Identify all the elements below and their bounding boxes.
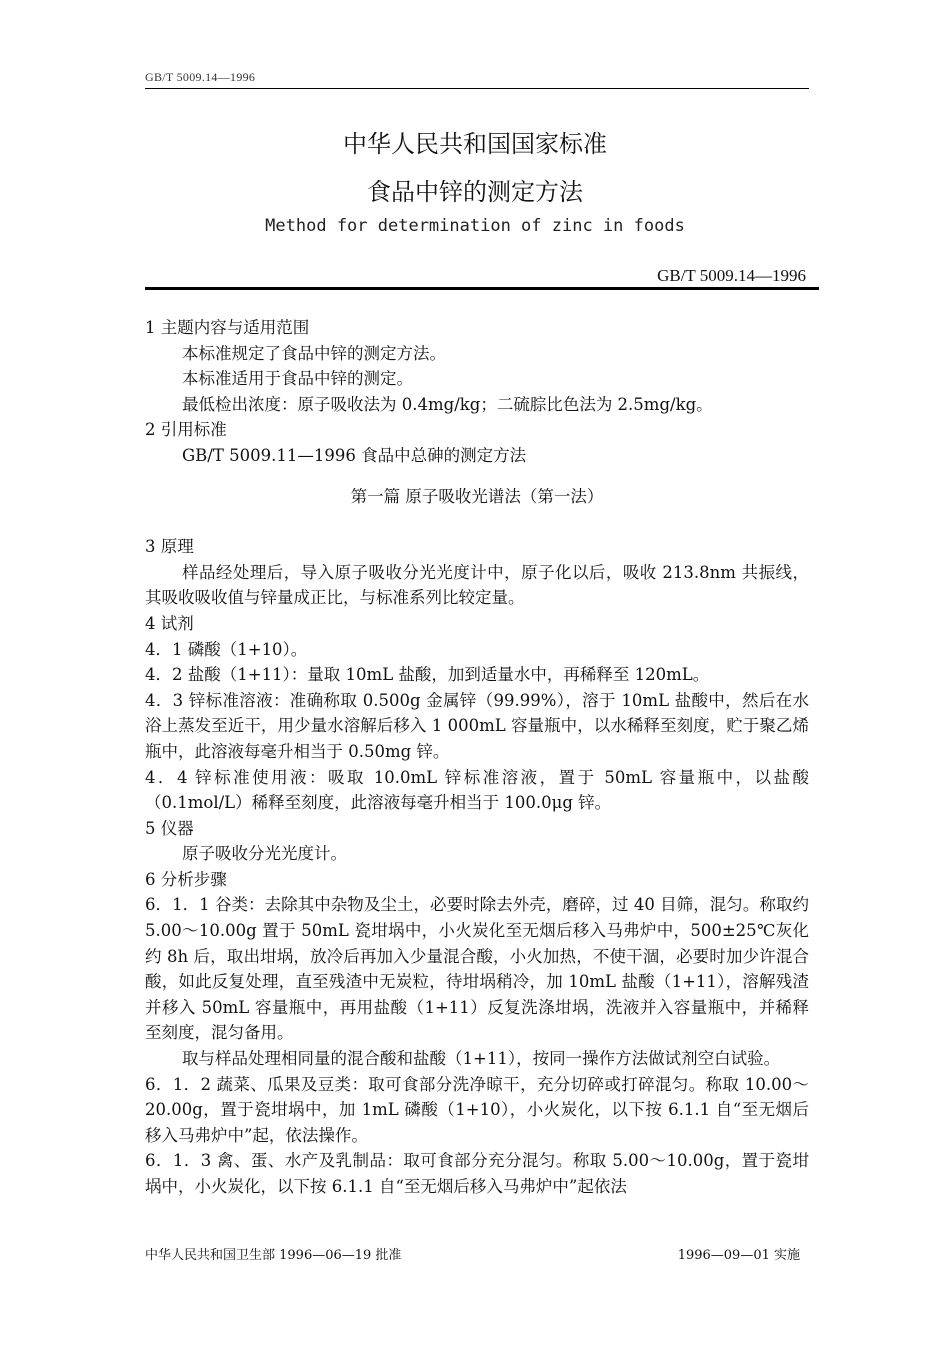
running-head: GB/T 5009.14—1996	[145, 70, 256, 84]
section-heading-1: 1 主题内容与适用范围	[145, 318, 310, 337]
clause-6-1-3: 6．1．3 禽、蛋、水产及乳制品：取可食部分充分混匀。称取 5.00～10.00g，置于瓷坩埚中，小火炭化，以下按 6.1.1 自“至无烟后移入马弗炉中”起依法	[145, 1151, 809, 1196]
standard-code: GB/T 5009.14—1996	[657, 266, 806, 285]
document-body	[145, 315, 809, 1200]
paragraph: 取与样品处理相同量的混合酸和盐酸（1+11），按同一操作方法做试剂空白试验。	[182, 1049, 781, 1069]
clause-6-1-1: 6．1．1 谷类：去除其中杂物及尘土，必要时除去外壳，磨碎，过 40 目筛，混匀。称取约 5.00～10.00g 置于 50mL 瓷坩埚中，小火炭化至无烟后移入马弗炉中，500±25℃灰化约 8h 后，取出坩埚，放冷后再加入少量混合酸，小火加热，不使干涸，必要时加少许混合酸，如此反复处理，直至残渣中无炭粒，待坩埚稍冷，加 10mL 盐酸（1+11），溶解残渣并移入 50mL 容量瓶中，再用盐酸（1+11）反复洗涤坩埚，洗液并入容量瓶中，并稀释至刻度，混匀备用。	[145, 895, 809, 1043]
reference-item: GB/T 5009.11—1996 食品中总砷的测定方法	[182, 445, 527, 465]
implementation-date: 1996—09—01 实施	[677, 1248, 800, 1263]
clause-4-3: 4．3 锌标准溶液：准确称取 0.500g 金属锌（99.99%），溶于 10mL 盐酸中，然后在水浴上蒸发至近干，用少量水溶解后移入 1 000mL 容量瓶中，以水稀释至刻度，贮于聚乙烯瓶中，此溶液每毫升相当于 0.50mg 锌。	[145, 690, 809, 761]
document-title: 中华人民共和国国家标准	[343, 130, 607, 158]
paragraph: 本标准规定了食品中锌的测定方法。	[182, 343, 446, 363]
paragraph: 样品经处理后，导入原子吸收分光光度计中，原子化以后，吸收 213.8nm 共振线，其吸收吸收值与锌量成正比，与标准系列比较定量。	[145, 562, 809, 608]
part-title: 第一篇 原子吸收光谱法（第一法）	[350, 486, 604, 506]
section-heading-4: 4 试剂	[145, 613, 194, 633]
section-heading-3: 3 原理	[145, 537, 194, 557]
clause-4-4: 4．4 锌标准使用液：吸取 10.0mL 锌标准溶液，置于 50mL 容量瓶中，以盐酸（0.1mol/L）稀释至刻度，此溶液每毫升相当于 100.0μg 锌。	[145, 767, 809, 813]
clause-4-2: 4．2 盐酸（1+11）：量取 10mL 盐酸，加到适量水中，再稀释至 120mL。	[145, 665, 710, 685]
section-heading-6: 6 分析步骤	[145, 869, 227, 889]
approval-note: 中华人民共和国卫生部 1996—06—19 批准	[145, 1248, 402, 1263]
header-rule	[145, 88, 809, 89]
document-title-english: Method for determination of zinc in foods	[265, 216, 685, 236]
title-rule	[145, 287, 819, 290]
paragraph: 最低检出浓度：原子吸收法为 0.4mg/kg；二硫腙比色法为 2.5mg/kg。	[182, 394, 713, 414]
paragraph: 本标准适用于食品中锌的测定。	[182, 369, 413, 389]
clause-4-1: 4．1 磷酸（1+10）。	[145, 639, 308, 659]
clause-6-1-2: 6．1．2 蔬菜、瓜果及豆类：取可食部分洗净晾干，充分切碎或打碎混匀。称取 10.00～20.00g，置于瓷坩埚中，加 1mL 磷酸（1+10），小火炭化，以下按 6.1.1 自“至无烟后移入马弗炉中”起，依法操作。	[145, 1074, 809, 1145]
section-heading-5: 5 仪器	[145, 818, 194, 838]
section-heading-2: 2 引用标准	[145, 420, 227, 440]
document-subtitle: 食品中锌的测定方法	[367, 178, 583, 206]
paragraph: 原子吸收分光光度计。	[182, 844, 347, 864]
